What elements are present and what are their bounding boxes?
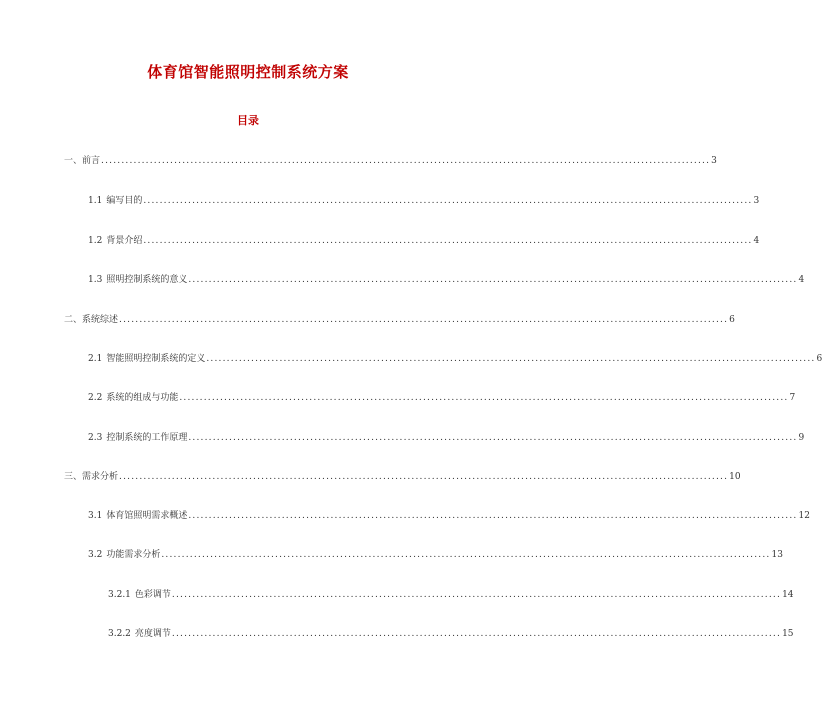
toc-entry[interactable] [88,432,805,444]
toc-entry-text: 背景介绍 [106,236,143,246]
toc-leader: ...................................................................................................................................................... [161,550,771,560]
toc-page-number: 7 [789,393,796,403]
toc-leader: ...................................................................................................................................................... [119,472,729,482]
toc-entry-text: 照明控制系统的意义 [106,275,188,285]
toc-entry-number: 1.3 [88,275,103,285]
toc-entry-number: 2.3 [88,433,103,443]
document-title: 体育馆智能照明控制系统方案 [147,63,349,81]
toc-leader: ...................................................................................................................................................... [143,236,753,246]
toc-entry[interactable] [88,195,760,207]
toc-entry[interactable] [88,274,805,286]
toc-entry-text: 智能照明控制系统的定义 [106,354,206,364]
toc-page-number: 3 [711,156,717,166]
toc-leader: ...................................................................................................................................................... [143,196,753,206]
toc-leader: ...................................................................................................................................................... [119,315,729,325]
toc-entry[interactable] [64,471,741,483]
toc-leader: ...................................................................................................................................................... [188,433,798,443]
toc-entry[interactable] [88,549,783,561]
toc-page-number: 12 [798,511,810,521]
toc-entry[interactable] [108,589,794,601]
toc-page-number: 6 [816,354,822,364]
toc-entry[interactable] [88,353,822,365]
toc-page-number: 9 [798,433,805,443]
toc-leader: ...................................................................................................................................................... [188,275,798,285]
toc-entry-number: 1.2 [88,236,103,246]
toc-entry-number: 2.1 [88,354,103,364]
toc-entry[interactable] [64,314,735,326]
toc-entry-text: 亮度调节 [134,629,171,639]
toc-page-number: 4 [753,236,760,246]
toc-leader: ...................................................................................................................................................... [101,156,711,166]
toc-entry[interactable] [88,392,796,404]
toc-leader: ...................................................................................................................................................... [206,354,816,364]
toc-page-number: 10 [729,472,741,482]
toc-entry-text: 编写目的 [106,196,143,206]
toc-page-number: 13 [771,550,783,560]
toc-entry-number: 3.1 [88,511,103,521]
toc-entry-text: 体育馆照明需求概述 [106,511,188,521]
toc-entry[interactable] [88,510,810,522]
toc-page-number: 4 [798,275,805,285]
toc-entry-number: 1.1 [88,196,103,206]
toc-leader: ...................................................................................................................................................... [171,629,782,639]
toc-entry-text: 色彩调节 [134,590,171,600]
toc-entry-text: 控制系统的工作原理 [106,433,188,443]
toc-entry-number: 3.2 [88,550,103,560]
toc-entry[interactable] [108,628,794,640]
toc-entry[interactable] [88,235,760,247]
toc-page-number: 14 [782,590,794,600]
toc-page-number: 15 [782,629,794,639]
toc-entry-text: 二、系统综述 [64,315,119,325]
toc-leader: ...................................................................................................................................................... [179,393,789,403]
toc-entry-text: 三、需求分析 [64,472,119,482]
toc-page-number: 3 [753,196,760,206]
toc-leader: ...................................................................................................................................................... [188,511,798,521]
toc-entry-number: 3.2.1 [108,590,131,600]
toc-entry-text: 系统的组成与功能 [106,393,179,403]
toc-page-number: 6 [729,315,735,325]
toc-entry-number: 3.2.2 [108,629,131,639]
toc-entry-number: 2.2 [88,393,103,403]
toc-entry-text: 功能需求分析 [106,550,161,560]
toc-heading: 目录 [237,114,259,127]
toc-entry[interactable] [64,155,717,167]
toc-leader: ...................................................................................................................................................... [171,590,782,600]
toc-entry-text: 一、前言 [64,156,101,166]
